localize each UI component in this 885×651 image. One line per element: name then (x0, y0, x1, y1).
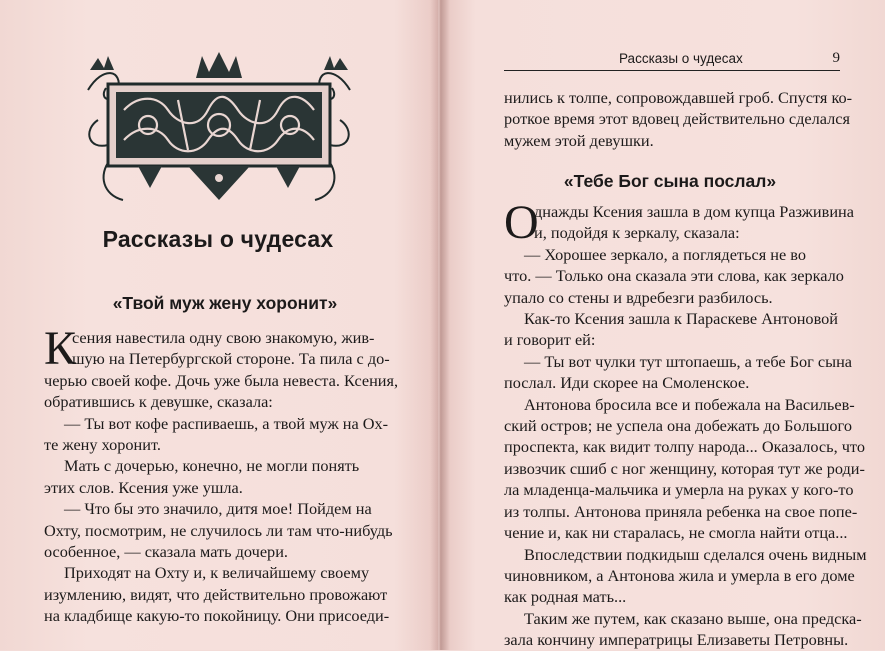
right-line-3: — Хорошее зеркало, а поглядеться не во (524, 244, 806, 264)
story-title-right: «Тебе Бог сына послал» (563, 171, 777, 191)
book-gutter (430, 0, 450, 650)
right-line-7: и говорит ей: (504, 330, 596, 350)
right-line-11: ский остров; не успела она добежать до Большого (504, 416, 852, 436)
left-line-4: обратившись к девушке, сказала: (44, 392, 273, 412)
right-line-6: Как-то Ксения зашла к Параскеве Антоновой (524, 309, 838, 329)
ornament-headpiece-icon (78, 50, 360, 206)
left-text-block (44, 322, 408, 627)
left-line-11: особенное, — сказала мать дочери. (44, 542, 288, 562)
left-line-8: этих слов. Ксения уже ушла. (44, 477, 243, 497)
left-line-12: Приходят на Охту и, к величайшему своему (64, 563, 370, 583)
right-line-1: днажды Ксения зашла в дом купца Разживина (534, 202, 854, 221)
right-line-9: послал. Иди скорее на Смоленское. (504, 373, 750, 393)
left-line-5: — Ты вот кофе распиваешь, а твой муж на Ох- (64, 413, 389, 433)
right-line-20: Таким же путем, как сказано выше, она предска- (524, 608, 862, 628)
right-line-18: чиновником, а Антонова жила и умерла в его доме (504, 565, 855, 585)
right-line-8: — Ты вот чулки тут штопаешь, а тебе Бог сына (524, 351, 853, 371)
right-top-line-2: роткое время этот вдовец действительно сделался (504, 109, 850, 129)
right-top-line-3: мужем этой девушки. (504, 130, 654, 150)
drop-cap-left: К (44, 322, 77, 375)
right-line-21: зала кончину императрицы Елизаветы Петровны. (504, 630, 849, 650)
left-line-6: те жену хоронит. (44, 435, 161, 455)
drop-cap-right: О (504, 196, 539, 249)
right-line-10: Антонова бросила все и побежала на Васильев- (524, 394, 855, 414)
right-line-12: проспекта, как видит толпу народа... Оказалось, что (504, 437, 865, 457)
right-line-4: что. — Только она сказала эти слова, как зеркало (504, 266, 844, 286)
left-line-13: изумлению, видят, что действительно провожают (44, 584, 388, 604)
left-line-10: Охту, посмотрим, не случилось ли там что-нибудь (44, 520, 393, 540)
chapter-title: Рассказы о чудесах (102, 226, 334, 252)
right-line-13: извозчик сшиб с ног женщину, которая тут же роди- (504, 458, 865, 478)
page-number: 9 (832, 50, 840, 66)
right-line-19: как родная мать... (504, 587, 627, 607)
right-line-14: ла младенца-мальчика и умерла на руках у кого-то (504, 480, 854, 500)
right-top-line-1: нились к толпе, сопровождавшей гроб. Спустя ко- (504, 88, 853, 107)
right-text-block (504, 196, 867, 651)
right-line-15: из толпы. Антонова приняла ребенка на свое попе- (504, 501, 858, 521)
right-top-text (504, 87, 853, 151)
left-line-2: шую на Петербургской стороне. Та пила с до- (72, 349, 390, 369)
running-head (504, 51, 840, 71)
left-line-9: — Что бы это значило, дитя мое! Пойдем на (64, 499, 372, 519)
right-line-2: и, подойдя к зеркалу, сказала: (534, 223, 740, 243)
story-title-left: «Твой муж жену хоронит» (112, 293, 338, 313)
right-line-5: упало со стены и вдребезги разбилось. (504, 287, 773, 307)
running-head-title: Рассказы о чудесах (619, 51, 743, 66)
left-line-3: черью своей кофе. Дочь уже была невеста. Ксения, (44, 370, 399, 390)
right-line-17: Впоследствии подкидыш сделался очень видным (524, 544, 867, 564)
left-line-14: на кладбище какую-то покойницу. Они присоеди- (44, 606, 390, 626)
left-line-7: Мать с дочерью, конечно, не могли понять (64, 456, 360, 476)
right-line-16: чение и, как ни старалась, не смогла найти отца... (504, 523, 848, 543)
left-line-1: сения навестила одну свою знакомую, жив- (72, 328, 375, 347)
